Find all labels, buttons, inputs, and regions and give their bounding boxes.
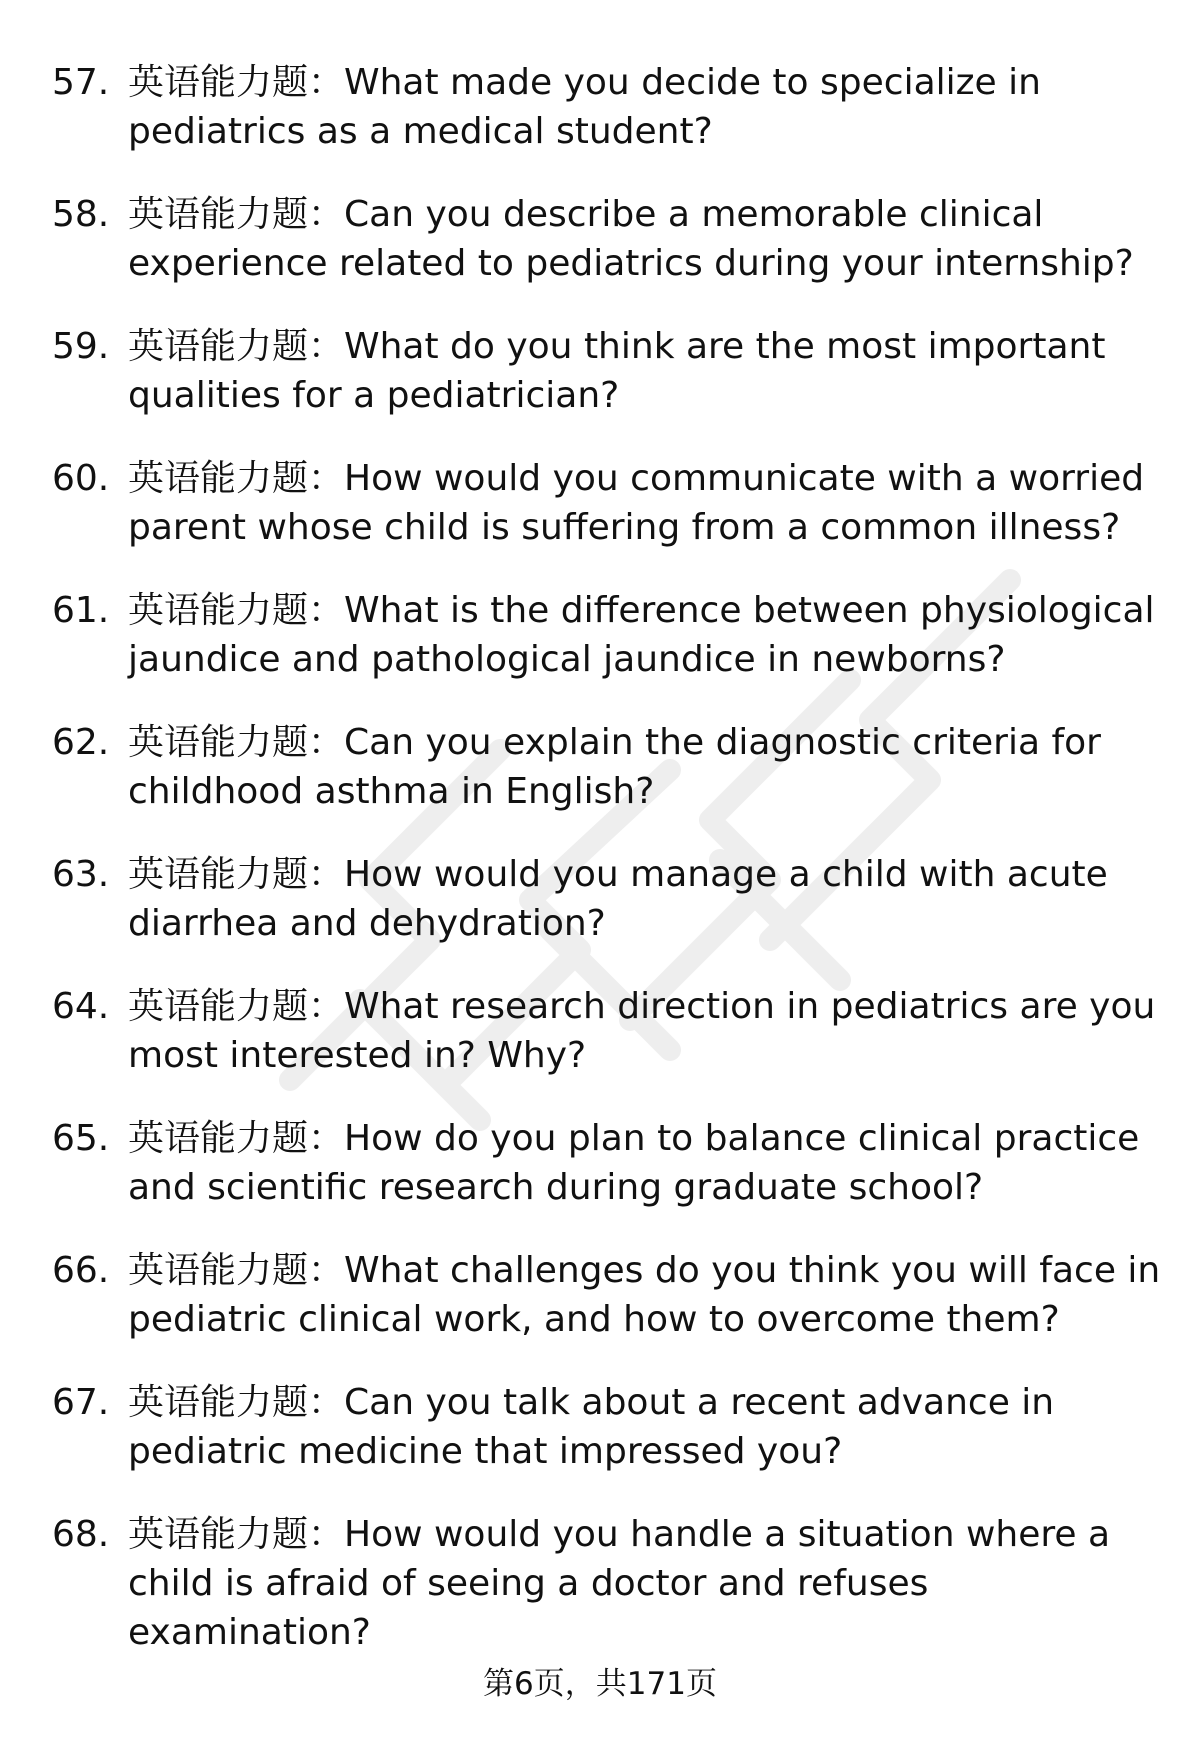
question-text: 英语能力题：What is the difference between physiological jaundice and pathological jaundice in newborns? xyxy=(128,590,1155,680)
question-item xyxy=(52,1378,1162,1476)
question-item xyxy=(52,1246,1162,1344)
question-item xyxy=(52,850,1162,948)
question-number: 62. xyxy=(52,722,110,763)
question-number: 63. xyxy=(52,854,110,895)
question-number: 65. xyxy=(52,1118,110,1159)
question-number: 64. xyxy=(52,986,110,1027)
question-text: 英语能力题：How would you communicate with a worried parent whose child is suffering from a common illness? xyxy=(128,458,1145,548)
question-item xyxy=(52,190,1162,288)
question-text: 英语能力题：Can you describe a memorable clinical experience related to pediatrics during your internship? xyxy=(128,194,1134,284)
question-text: 英语能力题：What challenges do you think you will face in pediatric clinical work, and how to overcome them? xyxy=(128,1250,1161,1340)
question-number: 67. xyxy=(52,1382,110,1423)
question-number: 60. xyxy=(52,458,110,499)
question-item xyxy=(52,982,1162,1080)
question-item xyxy=(52,322,1162,420)
question-item xyxy=(52,454,1162,552)
question-item xyxy=(52,586,1162,684)
question-item xyxy=(52,1114,1162,1212)
question-text: 英语能力题：What research direction in pediatrics are you most interested in? Why? xyxy=(128,986,1156,1076)
question-text: 英语能力题：How do you plan to balance clinical practice and scientific research during graduate school? xyxy=(128,1118,1140,1208)
question-text: 英语能力题：How would you manage a child with acute diarrhea and dehydration? xyxy=(128,854,1108,944)
question-item xyxy=(52,718,1162,816)
page-number-label: 第6页，共171页 xyxy=(483,1666,717,1702)
question-number: 58. xyxy=(52,194,110,235)
question-text: 英语能力题：What made you decide to specialize in pediatrics as a medical student? xyxy=(128,62,1041,152)
question-text: 英语能力题：Can you talk about a recent advance in pediatric medicine that impressed you? xyxy=(128,1382,1055,1472)
page-footer xyxy=(0,1664,1200,1704)
question-number: 59. xyxy=(52,326,110,367)
question-text: 英语能力题：Can you explain the diagnostic criteria for childhood asthma in English? xyxy=(128,722,1101,812)
question-text: 英语能力题：How would you handle a situation where a child is afraid of seeing a doctor and refuses examination? xyxy=(128,1514,1111,1653)
question-number: 57. xyxy=(52,62,110,103)
question-text: 英语能力题：What do you think are the most important qualities for a pediatrician? xyxy=(128,326,1106,416)
question-item xyxy=(52,58,1162,156)
question-number: 61. xyxy=(52,590,110,631)
question-item xyxy=(52,1510,1162,1653)
question-number: 66. xyxy=(52,1250,110,1291)
question-number: 68. xyxy=(52,1514,110,1555)
question-list xyxy=(52,58,1162,1653)
